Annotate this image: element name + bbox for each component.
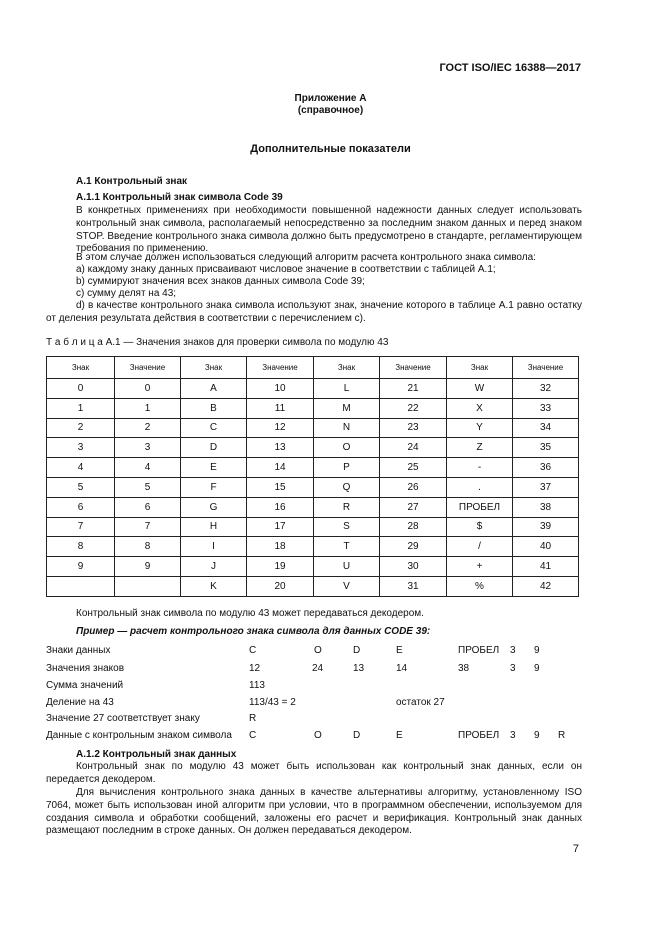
table-cell-value: 21 — [380, 379, 447, 399]
table-cell-sign: X — [447, 398, 513, 418]
example-value-cell: 12 — [249, 663, 261, 674]
col-sign: Знак — [47, 357, 115, 379]
table-cell-value: 8 — [115, 537, 181, 557]
table-row — [47, 418, 579, 438]
table-cell-sign: ПРОБЕЛ — [447, 497, 513, 517]
example-final-cell: ПРОБЕЛ — [458, 730, 500, 741]
table-cell-sign: T — [314, 537, 380, 557]
table-cell-value: 17 — [247, 517, 314, 537]
table-cell-value: 33 — [513, 398, 579, 418]
table-cell-sign: K — [181, 576, 247, 596]
table-cell-value: 9 — [115, 557, 181, 577]
table-cell-value: 30 — [380, 557, 447, 577]
table-cell-sign: Y — [447, 418, 513, 438]
table-cell-sign: E — [181, 458, 247, 478]
example-final-cell: O — [314, 730, 322, 741]
table-cell-value: 1 — [115, 398, 181, 418]
table-cell-value: 20 — [247, 576, 314, 596]
table-cell-sign: V — [314, 576, 380, 596]
example-final-cell: 9 — [534, 730, 540, 741]
step-a: а) каждому знаку данных присваивают числовое значение в соответствии с таблицей А.1; — [76, 264, 496, 275]
table-cell-sign: S — [314, 517, 380, 537]
section-title: Дополнительные показатели — [250, 143, 411, 155]
table-cell-value: 26 — [380, 477, 447, 497]
table-cell-sign: H — [181, 517, 247, 537]
example-value-cell: 24 — [312, 663, 324, 674]
page-number: 7 — [572, 843, 579, 855]
table-cell-value: 18 — [247, 537, 314, 557]
col-value: Значение — [513, 357, 579, 379]
example-final-cell: C — [249, 730, 257, 741]
example-sum-value: 113 — [249, 680, 265, 691]
example-value-cell: 14 — [396, 663, 408, 674]
table-cell-value: 29 — [380, 537, 447, 557]
a11-heading: А.1.1 Контрольный знак символа Code 39 — [76, 192, 283, 203]
col-sign: Знак — [314, 357, 380, 379]
example-final-cell: 3 — [510, 730, 516, 741]
table-row — [47, 379, 579, 399]
table-cell-value — [115, 576, 181, 596]
col-value: Значение — [247, 357, 314, 379]
table-cell-sign — [47, 576, 115, 596]
a12-heading: А.1.2 Контрольный знак данных — [76, 749, 237, 760]
table-cell-sign: D — [181, 438, 247, 458]
table-cell-sign: 8 — [47, 537, 115, 557]
example-div-value: 113/43 = 2 — [249, 697, 296, 708]
step-c: c) сумму делят на 43; — [76, 288, 177, 299]
example-value-cell: 9 — [534, 663, 540, 674]
example-sum-label: Сумма значений — [46, 680, 124, 691]
table-cell-value: 12 — [247, 418, 314, 438]
table-cell-sign: 3 — [47, 438, 115, 458]
a12-paragraph-1: Контрольный знак по модулю 43 может быть использован как контрольный знак данных, если он передается декодером. — [46, 761, 582, 785]
table-cell-value: 28 — [380, 517, 447, 537]
annex-subtitle: (справочное) — [297, 105, 364, 116]
symbol-values-table — [46, 356, 579, 597]
table-cell-value: 38 — [513, 497, 579, 517]
example-corr-value: R — [249, 713, 257, 724]
standard-header: ГОСТ ISO/IEC 16388—2017 — [439, 62, 581, 74]
table-cell-value: 41 — [513, 557, 579, 577]
table-cell-value: 39 — [513, 517, 579, 537]
table-row — [47, 517, 579, 537]
table-cell-sign: + — [447, 557, 513, 577]
example-value-cell: 3 — [510, 663, 516, 674]
table-cell-sign: / — [447, 537, 513, 557]
table-cell-value: 13 — [247, 438, 314, 458]
table-cell-value: 37 — [513, 477, 579, 497]
table-cell-value: 25 — [380, 458, 447, 478]
table-cell-value: 2 — [115, 418, 181, 438]
table-cell-value: 22 — [380, 398, 447, 418]
table-cell-sign: 4 — [47, 458, 115, 478]
table-cell-sign: W — [447, 379, 513, 399]
table-cell-value: 0 — [115, 379, 181, 399]
table-cell-sign: . — [447, 477, 513, 497]
table-cell-value: 27 — [380, 497, 447, 517]
example-data-cell: 9 — [534, 645, 540, 656]
example-final-cell: D — [353, 730, 361, 741]
table-caption-text: А.1 — Значения знаков для проверки символа по модулю 43 — [105, 337, 389, 348]
table-cell-sign: C — [181, 418, 247, 438]
table-row — [47, 477, 579, 497]
table-row — [47, 458, 579, 478]
table-cell-sign: 2 — [47, 418, 115, 438]
table-row — [47, 438, 579, 458]
table-cell-value: 16 — [247, 497, 314, 517]
col-value: Значение — [115, 357, 181, 379]
table-cell-value: 24 — [380, 438, 447, 458]
table-cell-sign: 5 — [47, 477, 115, 497]
table-cell-sign: $ — [447, 517, 513, 537]
example-data-cell: D — [353, 645, 361, 656]
example-value-cell: 38 — [458, 663, 470, 674]
table-cell-value: 11 — [247, 398, 314, 418]
example-value-cell: 13 — [353, 663, 365, 674]
table-cell-sign: Q — [314, 477, 380, 497]
after-table-text: Контрольный знак символа по модулю 43 может передаваться декодером. — [76, 608, 424, 619]
example-final-cell: E — [396, 730, 403, 741]
table-row — [47, 398, 579, 418]
step-d: d) в качестве контрольного знака символа используют знак, значение которого в таблице А.1 равно остатку от деления результата действия в соответствии с перечислением с). — [46, 300, 582, 324]
table-caption-label: Т а б л и ц а — [46, 337, 103, 348]
table-cell-value: 6 — [115, 497, 181, 517]
table-cell-sign: 1 — [47, 398, 115, 418]
example-values-label: Значения знаков — [46, 663, 125, 674]
example-title: Пример — расчет контрольного знака символа для данных CODE 39: — [76, 626, 431, 637]
table-cell-value: 31 — [380, 576, 447, 596]
table-cell-sign: F — [181, 477, 247, 497]
table-cell-value: 3 — [115, 438, 181, 458]
table-cell-sign: % — [447, 576, 513, 596]
table-cell-sign: 7 — [47, 517, 115, 537]
table-cell-sign: 9 — [47, 557, 115, 577]
table-cell-value: 5 — [115, 477, 181, 497]
table-cell-value: 36 — [513, 458, 579, 478]
table-cell-value: 10 — [247, 379, 314, 399]
table-cell-value: 23 — [380, 418, 447, 438]
table-cell-sign: P — [314, 458, 380, 478]
table-cell-value: 32 — [513, 379, 579, 399]
example-data-cell: O — [314, 645, 322, 656]
table-cell-sign: Z — [447, 438, 513, 458]
table-row — [47, 576, 579, 596]
table-row — [47, 557, 579, 577]
a11-paragraph-2: В этом случае должен использоваться следующий алгоритм расчета контрольного знака символа: — [76, 252, 536, 263]
table-header-row — [47, 357, 579, 379]
example-data-label: Знаки данных — [46, 645, 111, 656]
table-cell-sign: R — [314, 497, 380, 517]
table-cell-sign: I — [181, 537, 247, 557]
table-cell-sign: G — [181, 497, 247, 517]
table-row — [47, 497, 579, 517]
table-cell-sign: O — [314, 438, 380, 458]
step-b: b) суммируют значения всех знаков данных символа Code 39; — [76, 276, 365, 287]
table-row — [47, 537, 579, 557]
table-cell-value: 42 — [513, 576, 579, 596]
table-cell-value: 34 — [513, 418, 579, 438]
table-cell-sign: N — [314, 418, 380, 438]
annex-title: Приложение А — [294, 93, 367, 104]
table-cell-sign: - — [447, 458, 513, 478]
example-final-label: Данные с контрольным знаком символа — [46, 730, 232, 741]
example-remainder: остаток 27 — [396, 697, 445, 708]
table-cell-value: 35 — [513, 438, 579, 458]
example-div-label: Деление на 43 — [46, 697, 114, 708]
a12-paragraph-2: Для вычисления контрольного знака данных в качестве альтернативы алгоритму, установленному ISO 7064, может быть использован иной алгоритм при условии, что в программном обеспечении, используемом для создания символа и обработки сообщений, заложены его расчет и верификация. Контрольный знак данных размещают последним в строке данных. Он должен передаваться декодером. — [46, 787, 582, 837]
example-data-cell: E — [396, 645, 403, 656]
table-cell-sign: 6 — [47, 497, 115, 517]
table-cell-value: 7 — [115, 517, 181, 537]
table-cell-sign: M — [314, 398, 380, 418]
table-cell-sign: B — [181, 398, 247, 418]
table-cell-value: 19 — [247, 557, 314, 577]
col-sign: Знак — [181, 357, 247, 379]
table-cell-value: 4 — [115, 458, 181, 478]
table-caption — [46, 337, 388, 350]
example-data-cell: ПРОБЕЛ — [458, 645, 500, 656]
table-cell-value: 14 — [247, 458, 314, 478]
table-cell-value: 15 — [247, 477, 314, 497]
table-cell-sign: J — [181, 557, 247, 577]
table-cell-sign: U — [314, 557, 380, 577]
example-data-cell: C — [249, 645, 257, 656]
a1-heading: А.1 Контрольный знак — [76, 176, 188, 187]
example-final-cell: R — [558, 730, 566, 741]
table-cell-sign: L — [314, 379, 380, 399]
col-sign: Знак — [447, 357, 513, 379]
table-cell-sign: A — [181, 379, 247, 399]
example-data-cell: 3 — [510, 645, 516, 656]
col-value: Значение — [380, 357, 447, 379]
a11-paragraph-1: В конкретных применениях при необходимости повышенной надежности данных следует использовать контрольный знак символа, располагаемый непосредственно за последним знаком данных и перед знаком STOP. Введение контрольного знака символа должно быть предусмотрено в стандарте, регламентирующем требования по применению. — [76, 205, 582, 255]
table-cell-value: 40 — [513, 537, 579, 557]
example-corr-label: Значение 27 соответствует знаку — [46, 713, 200, 724]
table-cell-sign: 0 — [47, 379, 115, 399]
